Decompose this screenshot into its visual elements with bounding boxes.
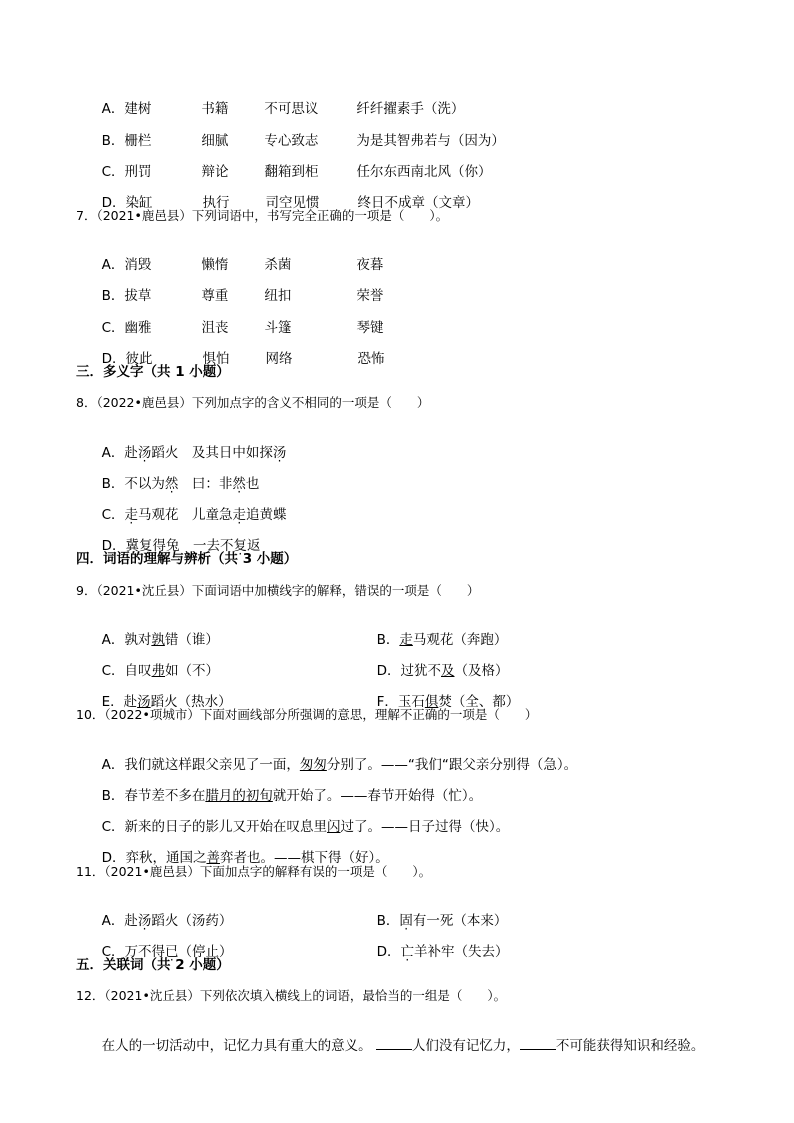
q7-option-b: B．拔草 尊重 纽扣 荣誉: [101, 288, 384, 304]
q8-option-d: D．冀复得兔 一去不复返: [101, 538, 261, 554]
q11-option-d: D．亡羊补牢（失去）: [376, 944, 509, 960]
section-heading-4: 四．词语的理解与辨析（共 3 小题）: [76, 551, 298, 567]
q8-stem: 8．（2022•鹿邑县）下列加点字的含义不相同的一项是（ ）: [76, 395, 430, 410]
q11-option-a: A．赴汤蹈火（汤药）: [101, 913, 233, 929]
q8-option-c: C．走马观花 儿童急走追黄蝶: [101, 507, 287, 523]
q9-option-c: C．自叹弗如（不）: [101, 663, 220, 679]
q12-blank-1[interactable]: [376, 1037, 412, 1050]
q7-option-a: A．消毁 懒惰 杀菌 夜暮: [101, 257, 384, 273]
section-heading-3: 三．多义字（共 1 小题）: [76, 364, 230, 380]
q6-option-a: A．建树 书籍 不可思议 纤纤擢素手（洗）: [101, 101, 465, 117]
q7-option-c: C．幽雅 沮丧 斗篷 琴键: [101, 320, 384, 336]
q11-stem: 11．（2021•鹿邑县）下面加点字的解释有误的一项是（ ）。: [76, 864, 432, 879]
q10-option-b: B．春节差不多在腊月的初旬就开始了。——春节开始得（忙）。: [101, 788, 483, 804]
section-heading-5: 五．关联词（共 2 小题）: [76, 957, 230, 973]
q9-option-a: A．孰对孰错（谁）: [101, 632, 219, 648]
q12-stem: 12．（2021•沈丘县）下列依次填入横线上的词语，最恰当的一组是（ ）。: [76, 988, 507, 1003]
q8-option-a: A．赴汤蹈火 及其日中如探汤: [101, 445, 287, 461]
q10-option-a: A．我们就这样跟父亲见了一面，匆匆分别了。——“我们“跟父亲分别得（急）。: [101, 757, 578, 773]
q9-option-d: D．过犹不及（及格）: [376, 663, 509, 679]
q10-stem: 10．（2022•项城市）下面对画线部分所强调的意思，理解不正确的一项是（ ）: [76, 707, 538, 722]
q10-option-c: C．新来的日子的影儿又开始在叹息里闪过了。——日子过得（快）。: [101, 819, 510, 835]
q7-stem: 7．（2021•鹿邑县）下列词语中，书写完全正确的一项是（ ）。: [76, 208, 449, 223]
q6-option-b: B．栅栏 细腻 专心致志 为是其智弗若与（因为）: [101, 133, 505, 149]
q11-option-c: C．万不得已（停止）: [101, 944, 233, 960]
q6-option-c: C．刑罚 辩论 翻箱到柜 任尔东西南北风（你）: [101, 164, 492, 180]
q8-option-b: B．不以为然 曰：非然也: [101, 476, 260, 492]
q11-option-b: B．固有一死（本来）: [376, 913, 508, 929]
q9-option-f: F．玉石俱焚（全、都）: [376, 694, 520, 710]
q7-option-d: D．彼此 惧怕 网络 恐怖: [101, 351, 385, 367]
q10-option-d: D．弈秋，通国之善弈者也。——棋下得（好）。: [101, 850, 389, 866]
q12-body: 在人的一切活动中，记忆力具有重大的意义。 人们没有记忆力， 不可能获得知识和经验。: [101, 1038, 705, 1054]
q9-option-e: E．赴汤蹈火（热水）: [101, 694, 232, 710]
q9-stem: 9．（2021•沈丘县）下面词语中加横线字的解释，错误的一项是（ ）: [76, 583, 480, 598]
q12-blank-2[interactable]: [520, 1037, 556, 1050]
q6-option-d: D．染缸 执行 司空见惯 终日不成章（文章）: [101, 195, 479, 211]
q9-option-b: B．走马观花（奔跑）: [376, 632, 508, 648]
